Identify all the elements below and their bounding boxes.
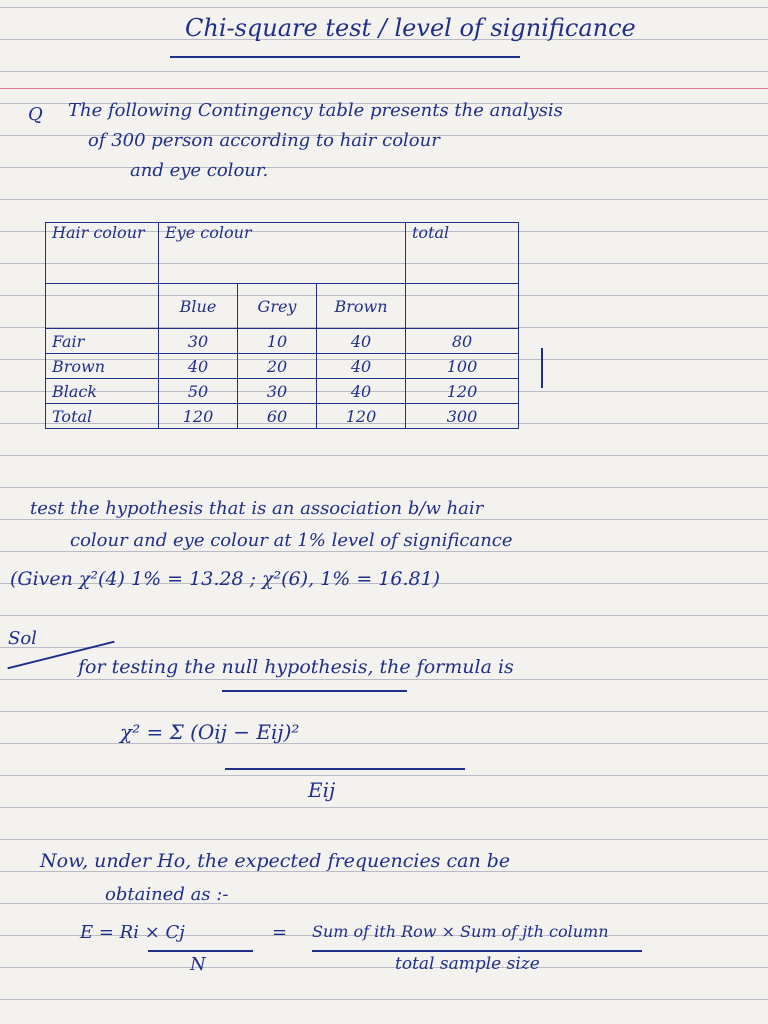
page-title: Chi-square test / level of significance: [185, 14, 636, 42]
question-mark: Q: [28, 104, 43, 125]
table-cell: 120: [317, 404, 406, 429]
question-line: and eye colour.: [130, 160, 269, 181]
table-row: [46, 329, 519, 354]
row-total: 100: [406, 354, 519, 379]
formula-denominator: Eij: [308, 778, 336, 802]
question-line: of 300 person according to hair colour: [88, 130, 440, 151]
table-cell: 60: [238, 404, 317, 429]
row-total: 120: [406, 379, 519, 404]
contingency-table: [45, 222, 519, 429]
expected-denominator: N: [190, 954, 206, 975]
margin-line: [0, 88, 768, 89]
test-line: test the hypothesis that is an association b/w hair: [30, 498, 484, 519]
table-cell: 20: [238, 354, 317, 379]
question-line: The following Contingency table presents the analysis: [68, 100, 563, 121]
chi-square-formula: χ² = Σ (Oij − Eij)²: [120, 720, 300, 744]
underline: [222, 690, 407, 692]
title-underline: [170, 56, 520, 58]
expected-rhs: Sum of ith Row × Sum of jth column: [312, 922, 609, 941]
table-side-mark: [541, 348, 543, 388]
table-cell: 10: [238, 329, 317, 354]
solution-line: Now, under Ho, the expected frequencies can be: [40, 850, 511, 872]
eye-colour-header: Eye colour: [159, 223, 406, 284]
solution-line: obtained as :-: [105, 884, 229, 905]
column-header: Blue: [159, 284, 238, 329]
row-total: 300: [406, 404, 519, 429]
given-values: (Given χ²(4) 1% = 13.28 ; χ²(6), 1% = 16.81): [10, 568, 441, 590]
table-cell: 30: [238, 379, 317, 404]
row-label: Total: [46, 404, 159, 429]
table-cell: 40: [317, 354, 406, 379]
solution-label: Sol: [8, 628, 37, 649]
table-cell: 40: [159, 354, 238, 379]
table-cell: 30: [159, 329, 238, 354]
row-label: Black: [46, 379, 159, 404]
equals-sign: =: [272, 922, 288, 943]
table-cell: 50: [159, 379, 238, 404]
test-line: colour and eye colour at 1% level of significance: [70, 530, 513, 551]
row-total: 80: [406, 329, 519, 354]
table-row: [46, 379, 519, 404]
fraction-bar: [225, 768, 465, 770]
expected-rhs-denominator: total sample size: [395, 954, 540, 974]
solution-line: for testing the null hypothesis, the formula is: [78, 656, 514, 678]
fraction-bar: [148, 950, 253, 952]
fraction-bar: [312, 950, 642, 952]
expected-formula: E = Ri × Cj: [80, 922, 185, 943]
table-cell: 40: [317, 379, 406, 404]
hair-colour-header: Hair colour: [46, 223, 159, 284]
empty-cell: [46, 284, 159, 329]
empty-cell: [406, 284, 519, 329]
table-row: [46, 354, 519, 379]
row-label: Fair: [46, 329, 159, 354]
row-label: Brown: [46, 354, 159, 379]
column-header: Brown: [317, 284, 406, 329]
total-header: total: [406, 223, 519, 284]
column-header: Grey: [238, 284, 317, 329]
table-row: [46, 404, 519, 429]
table-cell: 120: [159, 404, 238, 429]
table-cell: 40: [317, 329, 406, 354]
